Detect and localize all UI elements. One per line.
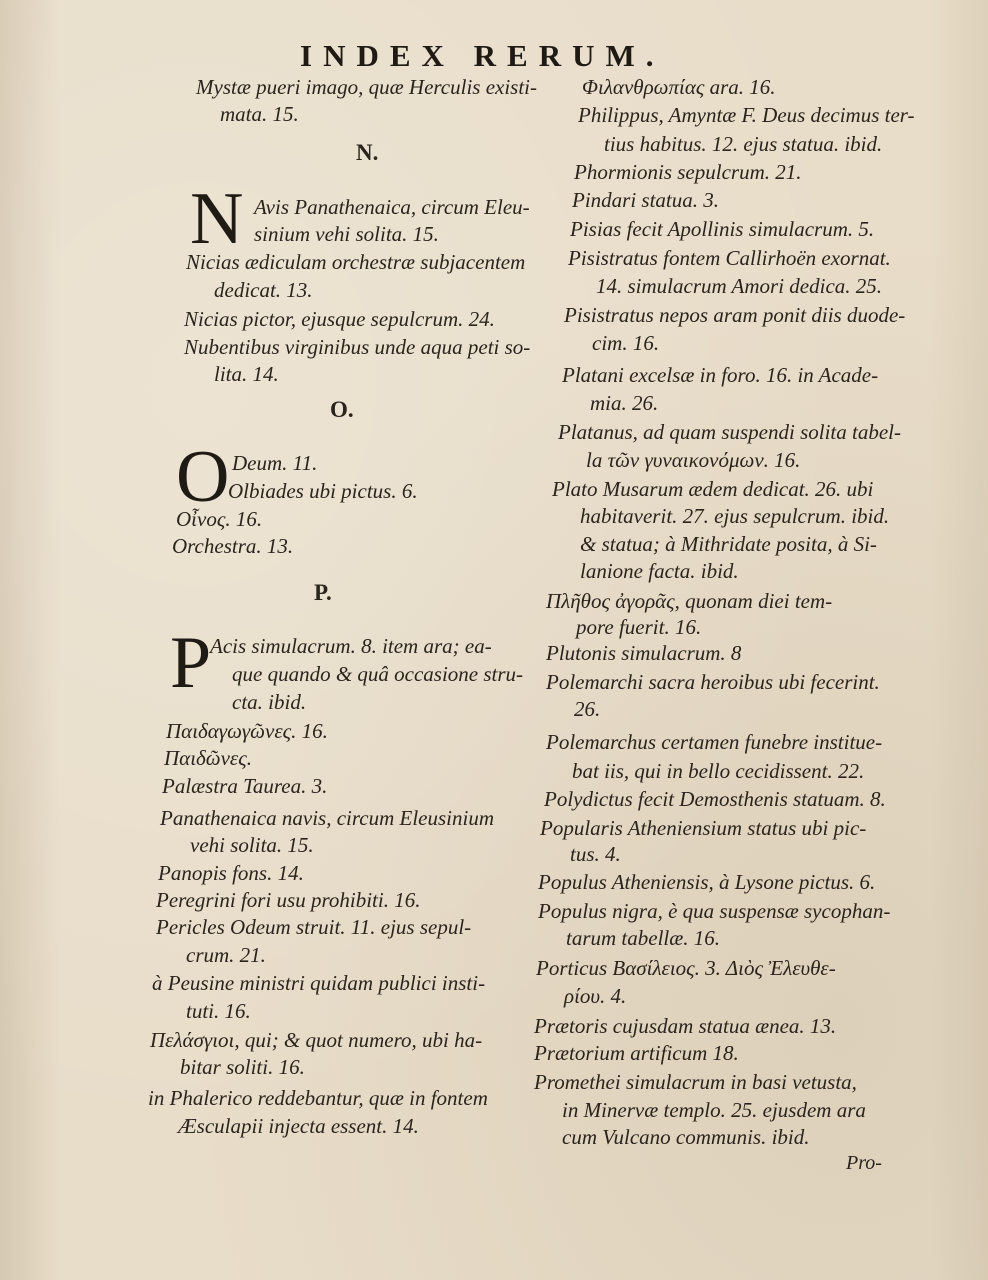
index-entry: Πλῆθος ἀγορᾶς, quonam diei tem- [546, 589, 833, 613]
index-entry: cta. ibid. [232, 690, 307, 714]
index-entry: ρίου. 4. [564, 984, 627, 1008]
page-header: INDEX RERUM. [300, 38, 665, 73]
index-entry: vehi solita. 15. [190, 833, 314, 857]
index-entry: Pisistratus nepos aram ponit diis duode- [564, 303, 906, 327]
index-entry: Nicias pictor, ejusque sepulcrum. 24. [184, 307, 495, 331]
index-entry: Porticus Βασίλειος. 3. Διὸς Ἐλευθε- [536, 956, 836, 980]
index-entry: sinium vehi solita. 15. [254, 222, 439, 246]
index-entry: Polemarchi sacra heroibus ubi fecerint. [546, 670, 880, 694]
index-entry: Olbiades ubi pictus. 6. [228, 479, 418, 503]
index-entry: Polemarchus certamen funebre institue- [546, 730, 883, 754]
index-entry: Pindari statua. 3. [572, 188, 720, 212]
index-entry: cim. 16. [592, 331, 660, 355]
drop-cap-n: N [190, 178, 244, 260]
index-entry: Polydictus fecit Demosthenis statuam. 8. [544, 787, 886, 811]
index-entry: Οἶνος. 16. [176, 507, 263, 531]
index-entry: Deum. 11. [232, 451, 318, 475]
index-entry: dedicat. 13. [214, 278, 313, 302]
index-entry: Plutonis simulacrum. 8 [546, 641, 742, 665]
index-entry: Popularis Atheniensium status ubi pic- [540, 816, 867, 840]
index-entry: 14. simulacrum Amori dedica. 25. [596, 274, 883, 298]
index-entry: Nubentibus virginibus unde aqua peti so- [184, 335, 531, 359]
index-entry: lanione facta. ibid. [580, 559, 739, 583]
index-entry: Acis simulacrum. 8. item ara; ea- [210, 634, 492, 658]
index-entry: Φιλανθρωπίας ara. 16. [582, 75, 776, 99]
index-entry: Nicias ædiculam orchestræ subjacentem [186, 250, 526, 274]
index-entry: crum. 21. [186, 943, 266, 967]
index-entry: & statua; à Mithridate posita, à Si- [580, 532, 877, 556]
drop-cap-o: O [176, 436, 230, 518]
index-entry: Æsculapii injecta essent. 14. [178, 1114, 419, 1138]
index-entry: in Phalerico reddebantur, quæ in fontem [148, 1086, 488, 1110]
index-entry: Palæstra Taurea. 3. [162, 774, 328, 798]
index-entry: Πελάσγιοι, qui; & quot numero, ubi ha- [150, 1028, 483, 1052]
index-entry: bitar soliti. 16. [180, 1055, 305, 1079]
index-entry: Panopis fons. 14. [158, 861, 304, 885]
index-entry: bat iis, qui in bello cecidissent. 22. [572, 759, 865, 783]
index-entry: cum Vulcano communis. ibid. [562, 1125, 810, 1149]
index-entry: Παιδῶνες. [164, 746, 252, 770]
index-entry: 26. [574, 697, 601, 721]
section-letter-p: P. [314, 580, 332, 605]
index-entry: Platanus, ad quam suspendi solita tabel- [558, 420, 901, 444]
index-entry: Philippus, Amyntæ F. Deus decimus ter- [578, 103, 915, 127]
index-entry: Orchestra. 13. [172, 534, 294, 558]
index-entry: tius habitus. 12. ejus statua. ibid. [604, 132, 883, 156]
index-entry: Peregrini fori usu prohibiti. 16. [156, 888, 421, 912]
index-entry: Prætorium artificum 18. [534, 1041, 739, 1065]
index-entry: Avis Panathenaica, circum Eleu- [254, 195, 530, 219]
section-letter-o: O. [330, 397, 354, 422]
index-entry: Mystæ pueri imago, quæ Herculis existi- [196, 75, 538, 99]
catchword: Pro- [846, 1152, 882, 1174]
index-entry: mata. 15. [220, 102, 299, 126]
index-entry: pore fuerit. 16. [576, 615, 702, 639]
index-entry: tuti. 16. [186, 999, 251, 1023]
index-entry: Prætoris cujusdam statua ænea. 13. [534, 1014, 837, 1038]
index-entry: Promethei simulacrum in basi vetusta, [534, 1070, 857, 1094]
index-entry: Pisistratus fontem Callirhoën exornat. [568, 246, 891, 270]
index-entry: que quando & quâ occasione stru- [232, 662, 524, 686]
drop-cap-p: P [170, 622, 212, 704]
index-entry: tarum tabellæ. 16. [566, 926, 721, 950]
index-entry: Pisias fecit Apollinis simulacrum. 5. [570, 217, 875, 241]
index-entry: Παιδαγωγῶνες. 16. [166, 719, 328, 743]
index-entry: Pericles Odeum struit. 11. ejus sepul- [156, 915, 472, 939]
index-entry: Plato Musarum ædem dedicat. 26. ubi [552, 477, 874, 501]
index-entry: tus. 4. [570, 842, 621, 866]
index-entry: la τῶν γυναικονόμων. 16. [586, 448, 801, 472]
index-entry: Populus Atheniensis, à Lysone pictus. 6. [538, 870, 876, 894]
section-letter-n: N. [356, 140, 379, 165]
index-entry: Platani excelsæ in foro. 16. in Acade- [562, 363, 879, 387]
index-entry: Phormionis sepulcrum. 21. [574, 160, 802, 184]
index-entry: à Peusine ministri quidam publici insti- [152, 971, 486, 995]
index-entry: lita. 14. [214, 362, 279, 386]
index-entry: Populus nigra, è qua suspensæ sycophan- [538, 899, 891, 923]
index-entry: habitaverit. 27. ejus sepulcrum. ibid. [580, 504, 890, 528]
index-entry: Panathenaica navis, circum Eleusinium [160, 806, 494, 830]
index-entry: in Minervæ templo. 25. ejusdem ara [562, 1098, 866, 1122]
index-entry: mia. 26. [590, 391, 659, 415]
